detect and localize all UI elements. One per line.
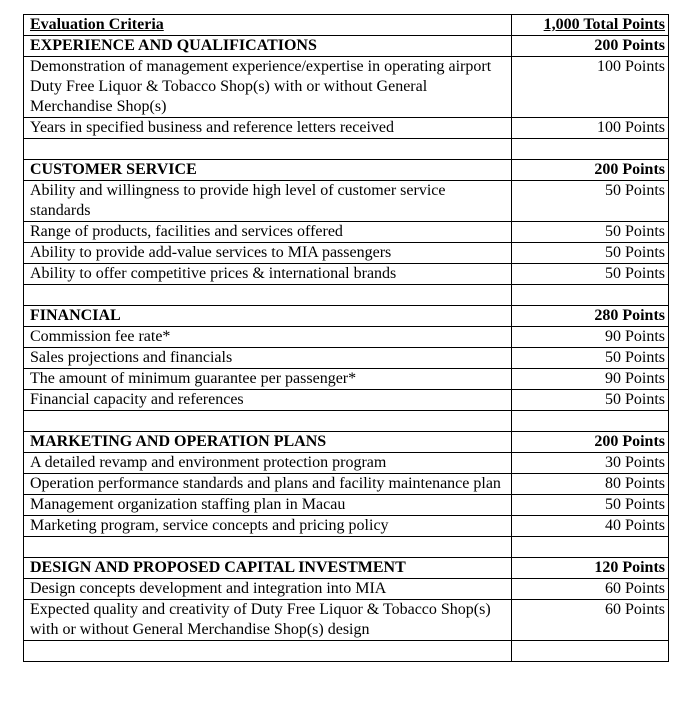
spacer-cell: [24, 537, 512, 558]
criterion-text: Years in specified business and reference letters received: [24, 118, 512, 139]
criterion-points: 50 Points: [512, 243, 669, 264]
criterion-points: 50 Points: [512, 390, 669, 411]
spacer-cell: [24, 641, 512, 662]
criterion-row: [24, 474, 669, 495]
criterion-text: Ability and willingness to provide high level of customer service standards: [24, 181, 512, 222]
section-title: FINANCIAL: [24, 306, 512, 327]
section-header-row: [24, 432, 669, 453]
criterion-row: [24, 348, 669, 369]
section-spacer-row: [24, 285, 669, 306]
criterion-text: Commission fee rate*: [24, 327, 512, 348]
criterion-row: [24, 181, 669, 222]
criterion-row: [24, 118, 669, 139]
criterion-row: [24, 57, 669, 118]
section-points: 200 Points: [512, 432, 669, 453]
spacer-cell: [24, 285, 512, 306]
spacer-cell: [24, 411, 512, 432]
spacer-cell: [512, 537, 669, 558]
criterion-text: Design concepts development and integration into MIA: [24, 579, 512, 600]
criterion-points: 40 Points: [512, 516, 669, 537]
trailing-spacer-row: [24, 641, 669, 662]
criterion-text: Management organization staffing plan in Macau: [24, 495, 512, 516]
criterion-points: 30 Points: [512, 453, 669, 474]
criteria-column-header: Evaluation Criteria: [24, 15, 512, 36]
criterion-text: Ability to provide add-value services to MIA passengers: [24, 243, 512, 264]
criterion-points: 50 Points: [512, 222, 669, 243]
section-spacer-row: [24, 537, 669, 558]
section-title: MARKETING AND OPERATION PLANS: [24, 432, 512, 453]
criterion-row: [24, 516, 669, 537]
table-header-row: [24, 15, 669, 36]
criterion-points: 50 Points: [512, 264, 669, 285]
spacer-cell: [24, 139, 512, 160]
criterion-text: The amount of minimum guarantee per passenger*: [24, 369, 512, 390]
section-points: 280 Points: [512, 306, 669, 327]
evaluation-criteria-table: [23, 14, 669, 662]
section-title: DESIGN AND PROPOSED CAPITAL INVESTMENT: [24, 558, 512, 579]
section-header-row: [24, 558, 669, 579]
criterion-points: 60 Points: [512, 579, 669, 600]
criterion-row: [24, 390, 669, 411]
criterion-points: 100 Points: [512, 57, 669, 118]
criterion-row: [24, 600, 669, 641]
spacer-cell: [512, 139, 669, 160]
section-title: CUSTOMER SERVICE: [24, 160, 512, 181]
criterion-row: [24, 327, 669, 348]
criterion-points: 60 Points: [512, 600, 669, 641]
section-points: 200 Points: [512, 160, 669, 181]
criterion-text: Operation performance standards and plans and facility maintenance plan: [24, 474, 512, 495]
section-points: 120 Points: [512, 558, 669, 579]
criterion-text: Marketing program, service concepts and pricing policy: [24, 516, 512, 537]
spacer-cell: [512, 641, 669, 662]
criterion-row: [24, 369, 669, 390]
criterion-row: [24, 579, 669, 600]
criterion-points: 90 Points: [512, 369, 669, 390]
criterion-points: 90 Points: [512, 327, 669, 348]
criterion-points: 100 Points: [512, 118, 669, 139]
spacer-cell: [512, 411, 669, 432]
criterion-points: 50 Points: [512, 495, 669, 516]
criterion-text: Expected quality and creativity of Duty Free Liquor & Tobacco Shop(s) with or without General Merchandise Shop(s) design: [24, 600, 512, 641]
spacer-cell: [512, 285, 669, 306]
criterion-row: [24, 243, 669, 264]
total-points-header: 1,000 Total Points: [512, 15, 669, 36]
criterion-text: A detailed revamp and environment protection program: [24, 453, 512, 474]
criterion-row: [24, 453, 669, 474]
criterion-text: Demonstration of management experience/expertise in operating airport Duty Free Liquor & Tobacco Shop(s) with or without General Merchandise Shop(s): [24, 57, 512, 118]
section-header-row: [24, 160, 669, 181]
criterion-row: [24, 264, 669, 285]
section-spacer-row: [24, 411, 669, 432]
section-header-row: [24, 36, 669, 57]
table-body: [24, 15, 669, 662]
criterion-points: 50 Points: [512, 181, 669, 222]
criterion-row: [24, 222, 669, 243]
criterion-text: Range of products, facilities and services offered: [24, 222, 512, 243]
criterion-points: 50 Points: [512, 348, 669, 369]
section-title: EXPERIENCE AND QUALIFICATIONS: [24, 36, 512, 57]
section-points: 200 Points: [512, 36, 669, 57]
criterion-text: Sales projections and financials: [24, 348, 512, 369]
section-header-row: [24, 306, 669, 327]
section-spacer-row: [24, 139, 669, 160]
criterion-row: [24, 495, 669, 516]
criterion-points: 80 Points: [512, 474, 669, 495]
criterion-text: Ability to offer competitive prices & international brands: [24, 264, 512, 285]
criterion-text: Financial capacity and references: [24, 390, 512, 411]
